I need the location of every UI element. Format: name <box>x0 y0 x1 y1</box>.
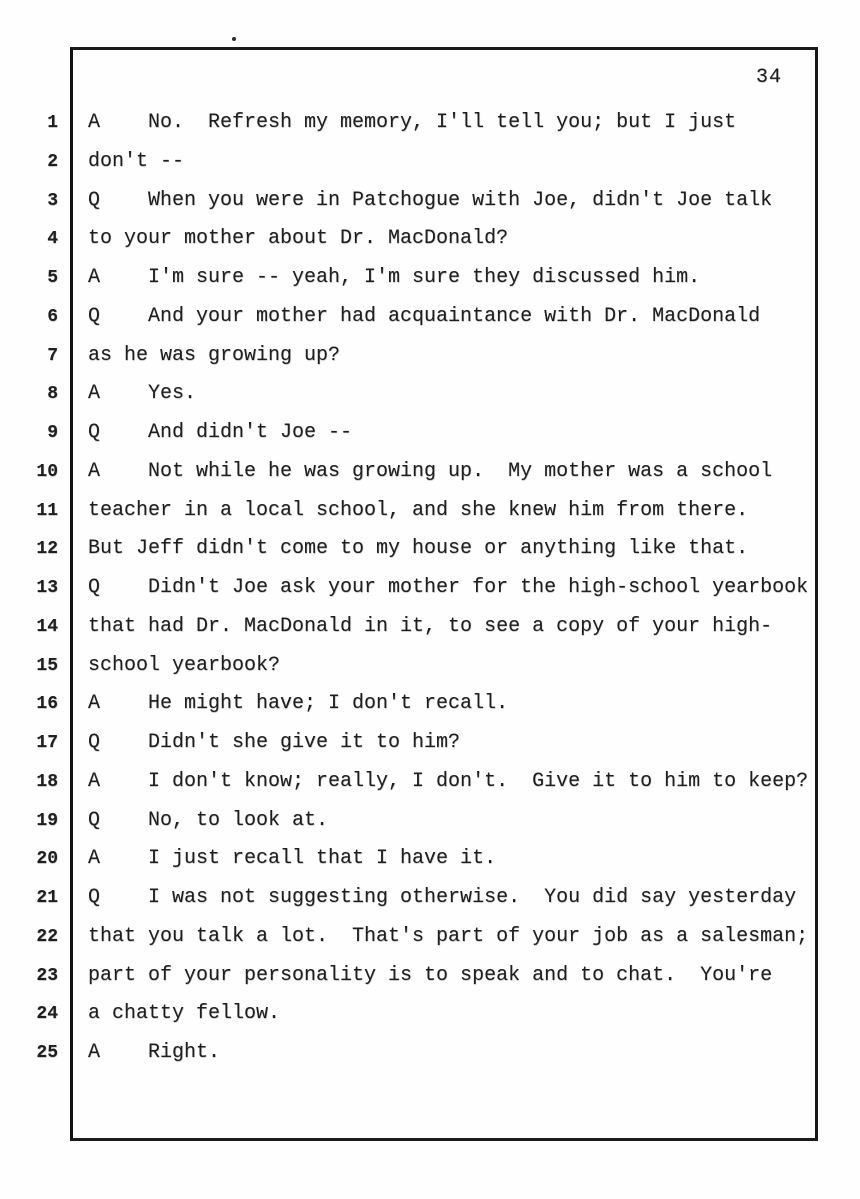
line-number: 7 <box>47 345 58 366</box>
line-number: 17 <box>36 733 58 753</box>
line-text: as he was growing up? <box>88 343 341 367</box>
line-text: Q And didn't Joe -- <box>88 421 353 444</box>
line-number: 25 <box>36 1043 58 1063</box>
transcript-line <box>0 763 860 802</box>
transcript-line <box>0 647 860 686</box>
transcript-line <box>0 182 860 221</box>
line-number: 20 <box>36 849 58 870</box>
line-number: 8 <box>47 384 58 405</box>
transcript-line <box>0 259 860 298</box>
transcript-line <box>0 608 860 647</box>
line-number: 3 <box>47 190 58 211</box>
line-text: A He might have; I don't recall. <box>88 692 509 716</box>
line-number: 2 <box>47 151 58 172</box>
line-number: 1 <box>47 113 58 133</box>
transcript-line <box>0 995 860 1034</box>
line-text: A Yes. <box>88 382 197 406</box>
line-text: that had Dr. MacDonald in it, to see a copy of your high- <box>88 614 773 638</box>
line-number: 22 <box>36 926 58 947</box>
line-number: 11 <box>36 500 58 521</box>
transcript-line <box>0 492 860 531</box>
transcript-line <box>0 337 860 376</box>
line-number: 14 <box>36 616 58 637</box>
transcript-line <box>0 569 860 608</box>
line-number: 12 <box>36 539 58 560</box>
line-number: 5 <box>47 268 58 288</box>
line-number: 16 <box>36 694 58 715</box>
line-number: 15 <box>36 655 58 676</box>
page-number: 34 <box>756 66 783 89</box>
line-number: 23 <box>36 965 58 986</box>
line-text: a chatty fellow. <box>88 1002 281 1026</box>
transcript-line <box>0 453 860 492</box>
transcript-lines <box>0 104 860 1073</box>
line-text: A I'm sure -- yeah, I'm sure they discussed him. <box>88 266 701 289</box>
transcript-line <box>0 375 860 414</box>
transcript-line <box>0 802 860 841</box>
transcript-line <box>0 724 860 763</box>
line-text: A No. Refresh my memory, I'll tell you; but I just <box>88 111 737 134</box>
line-number: 19 <box>36 810 58 831</box>
line-text: Q When you were in Patchogue with Joe, didn't Joe talk <box>88 188 773 212</box>
line-text: school yearbook? <box>88 653 281 677</box>
line-text: But Jeff didn't come to my house or anything like that. <box>88 537 749 561</box>
transcript-line <box>0 530 860 569</box>
line-text: Q Didn't Joe ask your mother for the high-school yearbook <box>88 576 809 599</box>
transcript-line <box>0 220 860 259</box>
transcript-line <box>0 298 860 337</box>
line-text: Q And your mother had acquaintance with Dr. MacDonald <box>88 304 761 328</box>
line-number: 24 <box>36 1004 58 1025</box>
line-text: teacher in a local school, and she knew him from there. <box>88 498 749 522</box>
line-text: that you talk a lot. That's part of your job as a salesman; <box>88 924 809 948</box>
line-number: 18 <box>36 771 58 792</box>
transcript-line <box>0 104 860 143</box>
line-number: 13 <box>36 578 58 598</box>
transcript-line <box>0 879 860 918</box>
line-text: A I just recall that I have it. <box>88 847 497 871</box>
line-number: 6 <box>47 306 58 327</box>
line-number: 9 <box>47 423 58 443</box>
scan-artifact-dot <box>232 37 236 41</box>
transcript-line <box>0 685 860 724</box>
line-number: 10 <box>36 461 58 482</box>
line-text: A Not while he was growing up. My mother was a school <box>88 459 773 483</box>
line-text: A Right. <box>88 1041 221 1064</box>
line-text: Q No, to look at. <box>88 808 329 832</box>
transcript-line <box>0 143 860 182</box>
transcript-line <box>0 414 860 453</box>
line-number: 4 <box>47 229 58 250</box>
transcript-line <box>0 1034 860 1073</box>
line-number: 21 <box>36 888 58 908</box>
line-text: part of your personality is to speak and to chat. You're <box>88 963 773 987</box>
transcript-line <box>0 840 860 879</box>
line-text: A I don't know; really, I don't. Give it to him to keep? <box>88 769 809 793</box>
line-text: Q I was not suggesting otherwise. You did say yesterday <box>88 886 797 909</box>
line-text: don't -- <box>88 149 185 173</box>
line-text: Q Didn't she give it to him? <box>88 731 461 754</box>
line-text: to your mother about Dr. MacDonald? <box>88 227 509 251</box>
transcript-line <box>0 918 860 957</box>
transcript-line <box>0 957 860 996</box>
